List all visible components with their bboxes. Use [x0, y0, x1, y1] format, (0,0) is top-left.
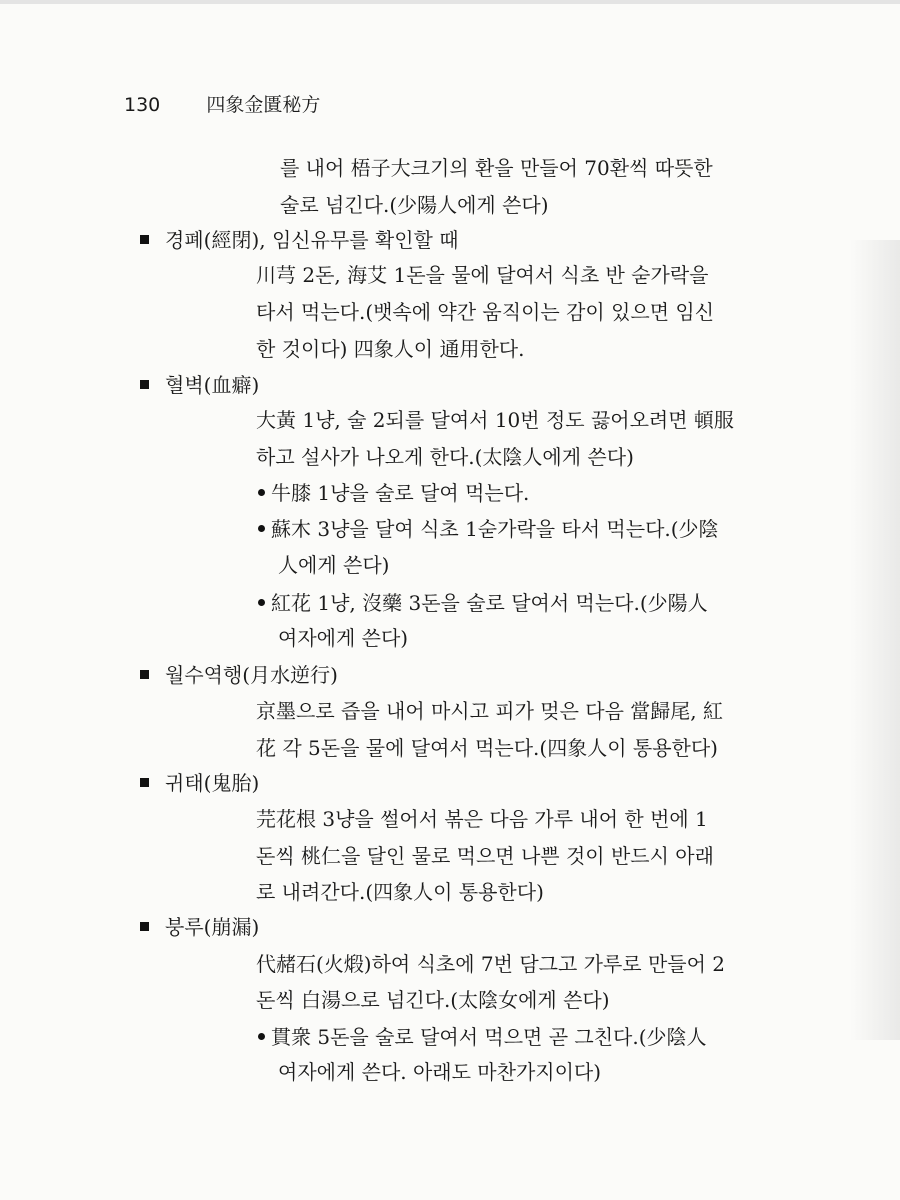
- round-bullet-icon: [258, 599, 265, 606]
- text-line: 돈씩 桃仁을 달인 물로 먹으면 나쁜 것이 반드시 아래: [256, 844, 714, 868]
- square-bullet-icon: [140, 380, 149, 389]
- section-heading: 월수역행(月水逆行): [140, 665, 338, 685]
- text-line: 花 각 5돈을 물에 달여서 먹는다.(四象人이 통용한다): [256, 736, 718, 760]
- margin-shadow: [850, 240, 900, 1040]
- square-bullet-icon: [140, 670, 149, 679]
- text-line: 여자에게 쓴다. 아래도 마찬가지이다): [278, 1060, 602, 1084]
- scan-edge: [0, 0, 900, 4]
- section-heading: 경폐(經閉), 임신유무를 확인할 때: [140, 230, 459, 250]
- round-bullet-icon: [258, 1033, 265, 1040]
- text-line: 川芎 2돈, 海艾 1돈을 물에 달여서 식초 반 숟가락을: [256, 263, 709, 287]
- text-line: 타서 먹는다.(뱃속에 약간 움직이는 감이 있으면 임신: [256, 300, 715, 324]
- text-line: 한 것이다) 四象人이 通用한다.: [256, 337, 525, 361]
- text-line: 돈씩 白湯으로 넘긴다.(太陰女에게 쓴다): [256, 988, 610, 1012]
- book-title: 四象金匱秘方: [206, 94, 321, 116]
- round-bullet-icon: [258, 525, 265, 532]
- page-number: 130: [124, 94, 161, 116]
- section-heading: 혈벽(血癖): [140, 375, 259, 395]
- square-bullet-icon: [140, 235, 149, 244]
- round-bullet-icon: [258, 489, 265, 496]
- text-line: 芫花根 3냥을 썰어서 볶은 다음 가루 내어 한 번에 1: [256, 807, 708, 831]
- text-line: 京墨으로 즙을 내어 마시고 피가 멎은 다음 當歸尾, 紅: [256, 699, 724, 723]
- text-line: 술로 넘긴다.(少陽人에게 쓴다): [280, 193, 549, 217]
- section-heading: 붕루(崩漏): [140, 917, 259, 937]
- bullet-line: 紅花 1냥, 沒藥 3돈을 술로 달여서 먹는다.(少陽人: [258, 593, 708, 613]
- text-line: 大黃 1냥, 술 2되를 달여서 10번 정도 끓어오려면 頓服: [256, 408, 734, 432]
- square-bullet-icon: [140, 778, 149, 787]
- page-header: [124, 90, 320, 117]
- section-heading: 귀태(鬼胎): [140, 773, 259, 793]
- square-bullet-icon: [140, 922, 149, 931]
- text-line: 代赭石(火煅)하여 식초에 7번 담그고 가루로 만들어 2: [256, 952, 725, 976]
- text-line: 로 내려간다.(四象人이 통용한다): [256, 880, 544, 904]
- text-line: 하고 설사가 나오게 한다.(太陰人에게 쓴다): [256, 445, 634, 469]
- bullet-line: 蘇木 3냥을 달여 식초 1숟가락을 타서 먹는다.(少陰: [258, 519, 719, 539]
- text-line: 를 내어 梧子大크기의 환을 만들어 70환씩 따뜻한: [280, 156, 713, 180]
- bullet-line: 牛膝 1냥을 술로 달여 먹는다.: [258, 483, 529, 503]
- text-line: 여자에게 쓴다): [278, 626, 409, 650]
- text-line: 人에게 쓴다): [278, 553, 390, 577]
- bullet-line: 貫衆 5돈을 술로 달여서 먹으면 곧 그친다.(少陰人: [258, 1027, 707, 1047]
